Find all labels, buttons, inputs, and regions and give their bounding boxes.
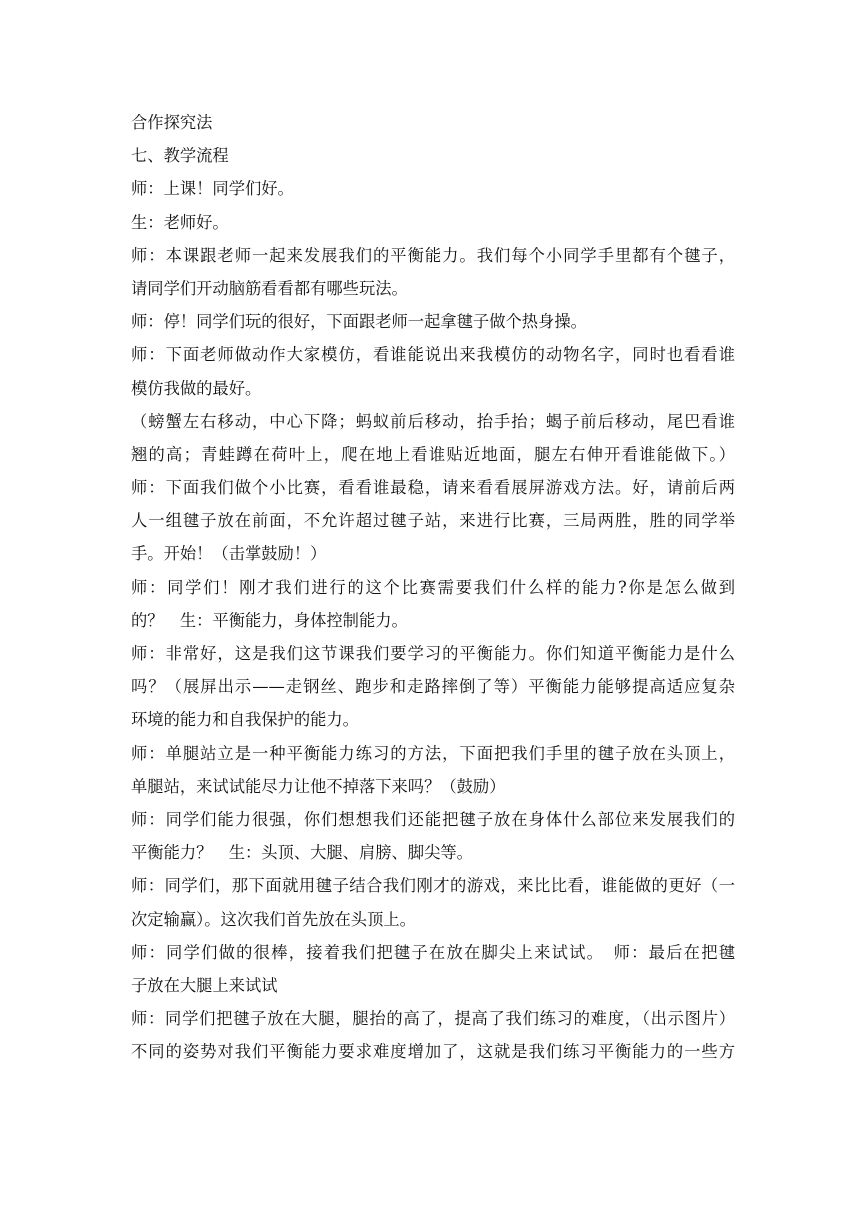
text-line: 生：老师好。 bbox=[131, 212, 229, 232]
text-line: 师：本课跟老师一起来发展我们的平衡能力。我们每个小同学手里都有个毽子， bbox=[131, 245, 735, 265]
text-line: 手。开始！（击掌鼓励！） bbox=[131, 544, 327, 564]
text-line: 请同学们开动脑筋看看都有哪些玩法。 bbox=[131, 278, 408, 298]
text-line: 师：下面我们做个小比赛，看看谁最稳，请来看看展屏游戏方法。好，请前后两 bbox=[131, 478, 735, 498]
text-line: 师：下面老师做动作大家模仿，看谁能说出来我模仿的动物名字，同时也看看谁 bbox=[131, 345, 735, 365]
text-line: 的？ 生：平衡能力，身体控制能力。 bbox=[131, 610, 408, 630]
text-line: 师：单腿站立是一种平衡能力练习的方法，下面把我们手里的毽子放在头顶上， bbox=[131, 743, 735, 763]
text-line: 合作探究法 bbox=[131, 113, 213, 132]
text-line: 子放在大腿上来试试 bbox=[131, 975, 278, 995]
text-line: 师：同学们做的很棒，接着我们把毽子在放在脚尖上来试试。 师：最后在把毽 bbox=[131, 942, 735, 962]
text-line: 次定输赢）。这次我们首先放在头顶上。 bbox=[131, 909, 416, 929]
text-line: 环境的能力和自我保护的能力。 bbox=[131, 710, 359, 730]
text-line: 师：同学们把毽子放在大腿，腿抬的高了，提高了我们练习的难度，（出示图片） bbox=[131, 1009, 735, 1029]
text-line: 不同的姿势对我们平衡能力要求难度增加了，这就是我们练习平衡能力的一些方 bbox=[131, 1042, 735, 1062]
text-line: 人一组毽子放在前面，不允许超过毽子站，来进行比赛，三局两胜，胜的同学举 bbox=[131, 511, 735, 531]
text-line: 吗？（展屏出示——走钢丝、跑步和走路摔倒了等）平衡能力能够提高适应复杂 bbox=[131, 677, 735, 697]
document-body bbox=[131, 106, 735, 1068]
text-line: 翘的高；青蛙蹲在荷叶上，爬在地上看谁贴近地面，腿左右伸开看谁能做下。） bbox=[131, 444, 735, 464]
text-line: 师：上课！同学们好。 bbox=[131, 179, 294, 199]
text-line: 师：非常好，这是我们这节课我们要学习的平衡能力。你们知道平衡能力是什么 bbox=[131, 644, 735, 663]
text-line: （螃蟹左右移动，中心下降；蚂蚁前后移动，抬手抬；蝎子前后移动，尾巴看谁 bbox=[131, 411, 735, 431]
text-line: 师：同学们，那下面就用毽子结合我们刚才的游戏，来比比看，谁能做的更好（一 bbox=[131, 876, 735, 896]
text-line: 模仿我做的最好。 bbox=[131, 378, 262, 398]
section-heading: 七、教学流程 bbox=[131, 146, 229, 166]
text-line: 师：同学们能力很强，你们想想我们还能把毽子放在身体什么部位来发展我们的 bbox=[131, 809, 735, 829]
text-line: 师：停！同学们玩的很好，下面跟老师一起拿毽子做个热身操。 bbox=[131, 312, 587, 332]
text-line: 单腿站，来试试能尽力让他不掉落下来吗？（鼓励） bbox=[131, 776, 506, 796]
text-line: 平衡能力？ 生：头顶、大腿、肩膀、脚尖等。 bbox=[131, 843, 473, 863]
text-line: 师：同学们！刚才我们进行的这个比赛需要我们什么样的能力?你是怎么做到 bbox=[131, 577, 735, 597]
